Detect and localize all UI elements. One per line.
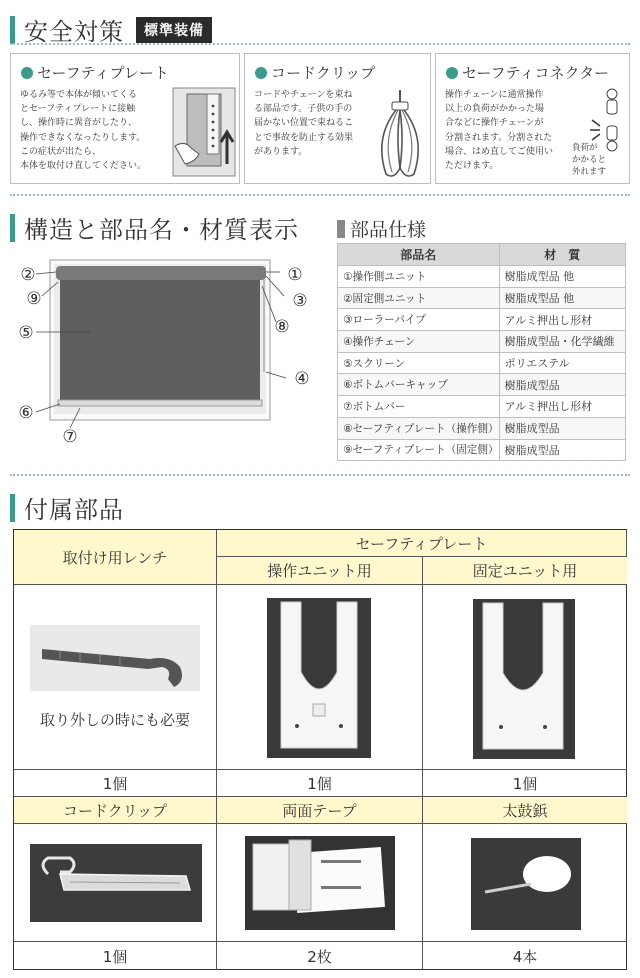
callout-6: ⑥ <box>18 403 34 423</box>
wrench-icon <box>30 625 200 691</box>
plate-op-photo-cell <box>217 585 423 770</box>
card-text: コードやチェーンを束ね る部品です。子供の手の 届かない位置で束ねるこ とで事故を防止する効果 があります。 <box>254 90 354 157</box>
bullet-dot-icon <box>255 67 267 79</box>
table-row: ⑤スクリーン ポリエステル <box>338 352 626 374</box>
table-row: ③ローラーパイプ アルミ押出し形材 <box>338 309 626 331</box>
plate-fix-qty: 1個 <box>423 770 627 797</box>
card-title: コードクリップ <box>271 64 376 82</box>
plate-fix-photo-cell <box>423 585 627 770</box>
wrench-note: 取り外しの時にも必要 <box>39 711 190 729</box>
callout-1: ① <box>287 265 303 285</box>
plate-op-qty: 1個 <box>217 770 423 797</box>
safety-plate-fixed-icon <box>473 599 575 759</box>
spec-heading <box>337 215 426 242</box>
standard-equipment-badge: 標準装備 <box>136 17 212 43</box>
wrench-label: 取付け用レンチ <box>14 530 217 585</box>
card-title: セーフティプレート <box>37 64 169 82</box>
callout-5: ⑤ <box>18 323 34 343</box>
callout-3: ③ <box>292 291 308 311</box>
divider <box>10 43 630 45</box>
cord-clip-illustration-icon <box>370 88 428 182</box>
spec-header-row <box>338 244 626 266</box>
accessories-section-heading <box>10 490 124 525</box>
safety-card-connector <box>435 53 630 184</box>
clip-label: コードクリップ <box>14 797 217 824</box>
callout-7: ⑦ <box>62 427 78 447</box>
spec-header-material: 材 質 <box>499 244 625 266</box>
table-row: ⑦ボトムバー アルミ押出し形材 <box>338 396 626 418</box>
safety-plate-operation-icon <box>267 598 371 758</box>
table-row: ②固定側ユニット 樹脂成型品 他 <box>338 287 626 309</box>
callout-2: ② <box>20 265 36 285</box>
wrench-qty: 1個 <box>14 770 217 797</box>
safety-title: 安全対策 <box>24 18 124 46</box>
tack-photo-cell <box>423 824 627 942</box>
table-row: ⑨セーフティプレート（固定側） 樹脂成型品 <box>338 439 626 461</box>
callout-4: ④ <box>294 369 310 389</box>
structure-section-heading <box>10 210 299 245</box>
table-row: ⑥ボトムバーキャップ 樹脂成型品 <box>338 374 626 396</box>
safety-card-plate <box>10 53 240 184</box>
heading-accent-bar <box>10 214 15 242</box>
tack-label: 太鼓鋲 <box>423 797 627 824</box>
card-text: ゆるみ等で本体が傾いてくる とセーフティプレートに接触 し、操作時に異音がしたり、 操作できなくなったりします。 この症状が出たら、 本体を取付け直してください。 <box>20 90 147 172</box>
divider <box>10 194 630 196</box>
table-row: ④操作チェーン 樹脂成型品・化学繊維 <box>338 331 626 353</box>
double-sided-tape-icon <box>245 836 395 930</box>
safety-card-cord-clip <box>244 53 431 184</box>
divider <box>10 474 630 476</box>
heading-square-icon <box>337 220 345 238</box>
connector-note: 負荷が かかると 外れます <box>572 143 607 177</box>
wrench-photo-cell <box>14 585 217 770</box>
plate-group-label: セーフティプレート <box>217 530 627 557</box>
roller-blind-diagram <box>10 252 330 452</box>
tape-photo-cell <box>217 824 423 942</box>
clip-qty: 1個 <box>14 942 217 970</box>
tape-qty: 2枚 <box>217 942 423 970</box>
tape-label: 両面テープ <box>217 797 423 824</box>
callout-9: ⑨ <box>26 289 42 309</box>
safety-section-heading <box>10 12 212 47</box>
table-row: ①操作側ユニット 樹脂成型品 他 <box>338 266 626 288</box>
bullet-dot-icon <box>446 67 458 79</box>
clip-photo-cell <box>14 824 217 942</box>
thumbtack-icon <box>471 838 581 930</box>
card-text: 操作チェーンに通常操作 以上の負荷がかかった場 合などに操作チェーンが 分割されます。分割された 場合、はめ直してご使用い ただけます。 <box>445 90 554 172</box>
cord-clip-icon <box>30 844 202 922</box>
structure-title: 構造と部品名・材質表示 <box>24 216 299 244</box>
heading-accent-bar <box>10 494 15 522</box>
spec-header-name: 部品名 <box>338 244 500 266</box>
plate-op-label: 操作ユニット用 <box>217 557 423 585</box>
bullet-dot-icon <box>21 67 33 79</box>
accessories-title: 付属部品 <box>24 496 124 524</box>
callout-8: ⑧ <box>274 317 290 337</box>
heading-accent-bar <box>10 16 15 44</box>
spec-table <box>337 243 626 461</box>
safety-plate-illustration-icon <box>171 84 237 180</box>
tack-qty: 4本 <box>512 947 538 966</box>
table-row: ⑧セーフティプレート（操作側） 樹脂成型品 <box>338 417 626 439</box>
plate-fix-label: 固定ユニット用 <box>423 557 627 585</box>
spec-title: 部品仕様 <box>350 219 427 241</box>
accessories-table <box>13 529 627 970</box>
card-title: セーフティコネクター <box>462 64 610 82</box>
